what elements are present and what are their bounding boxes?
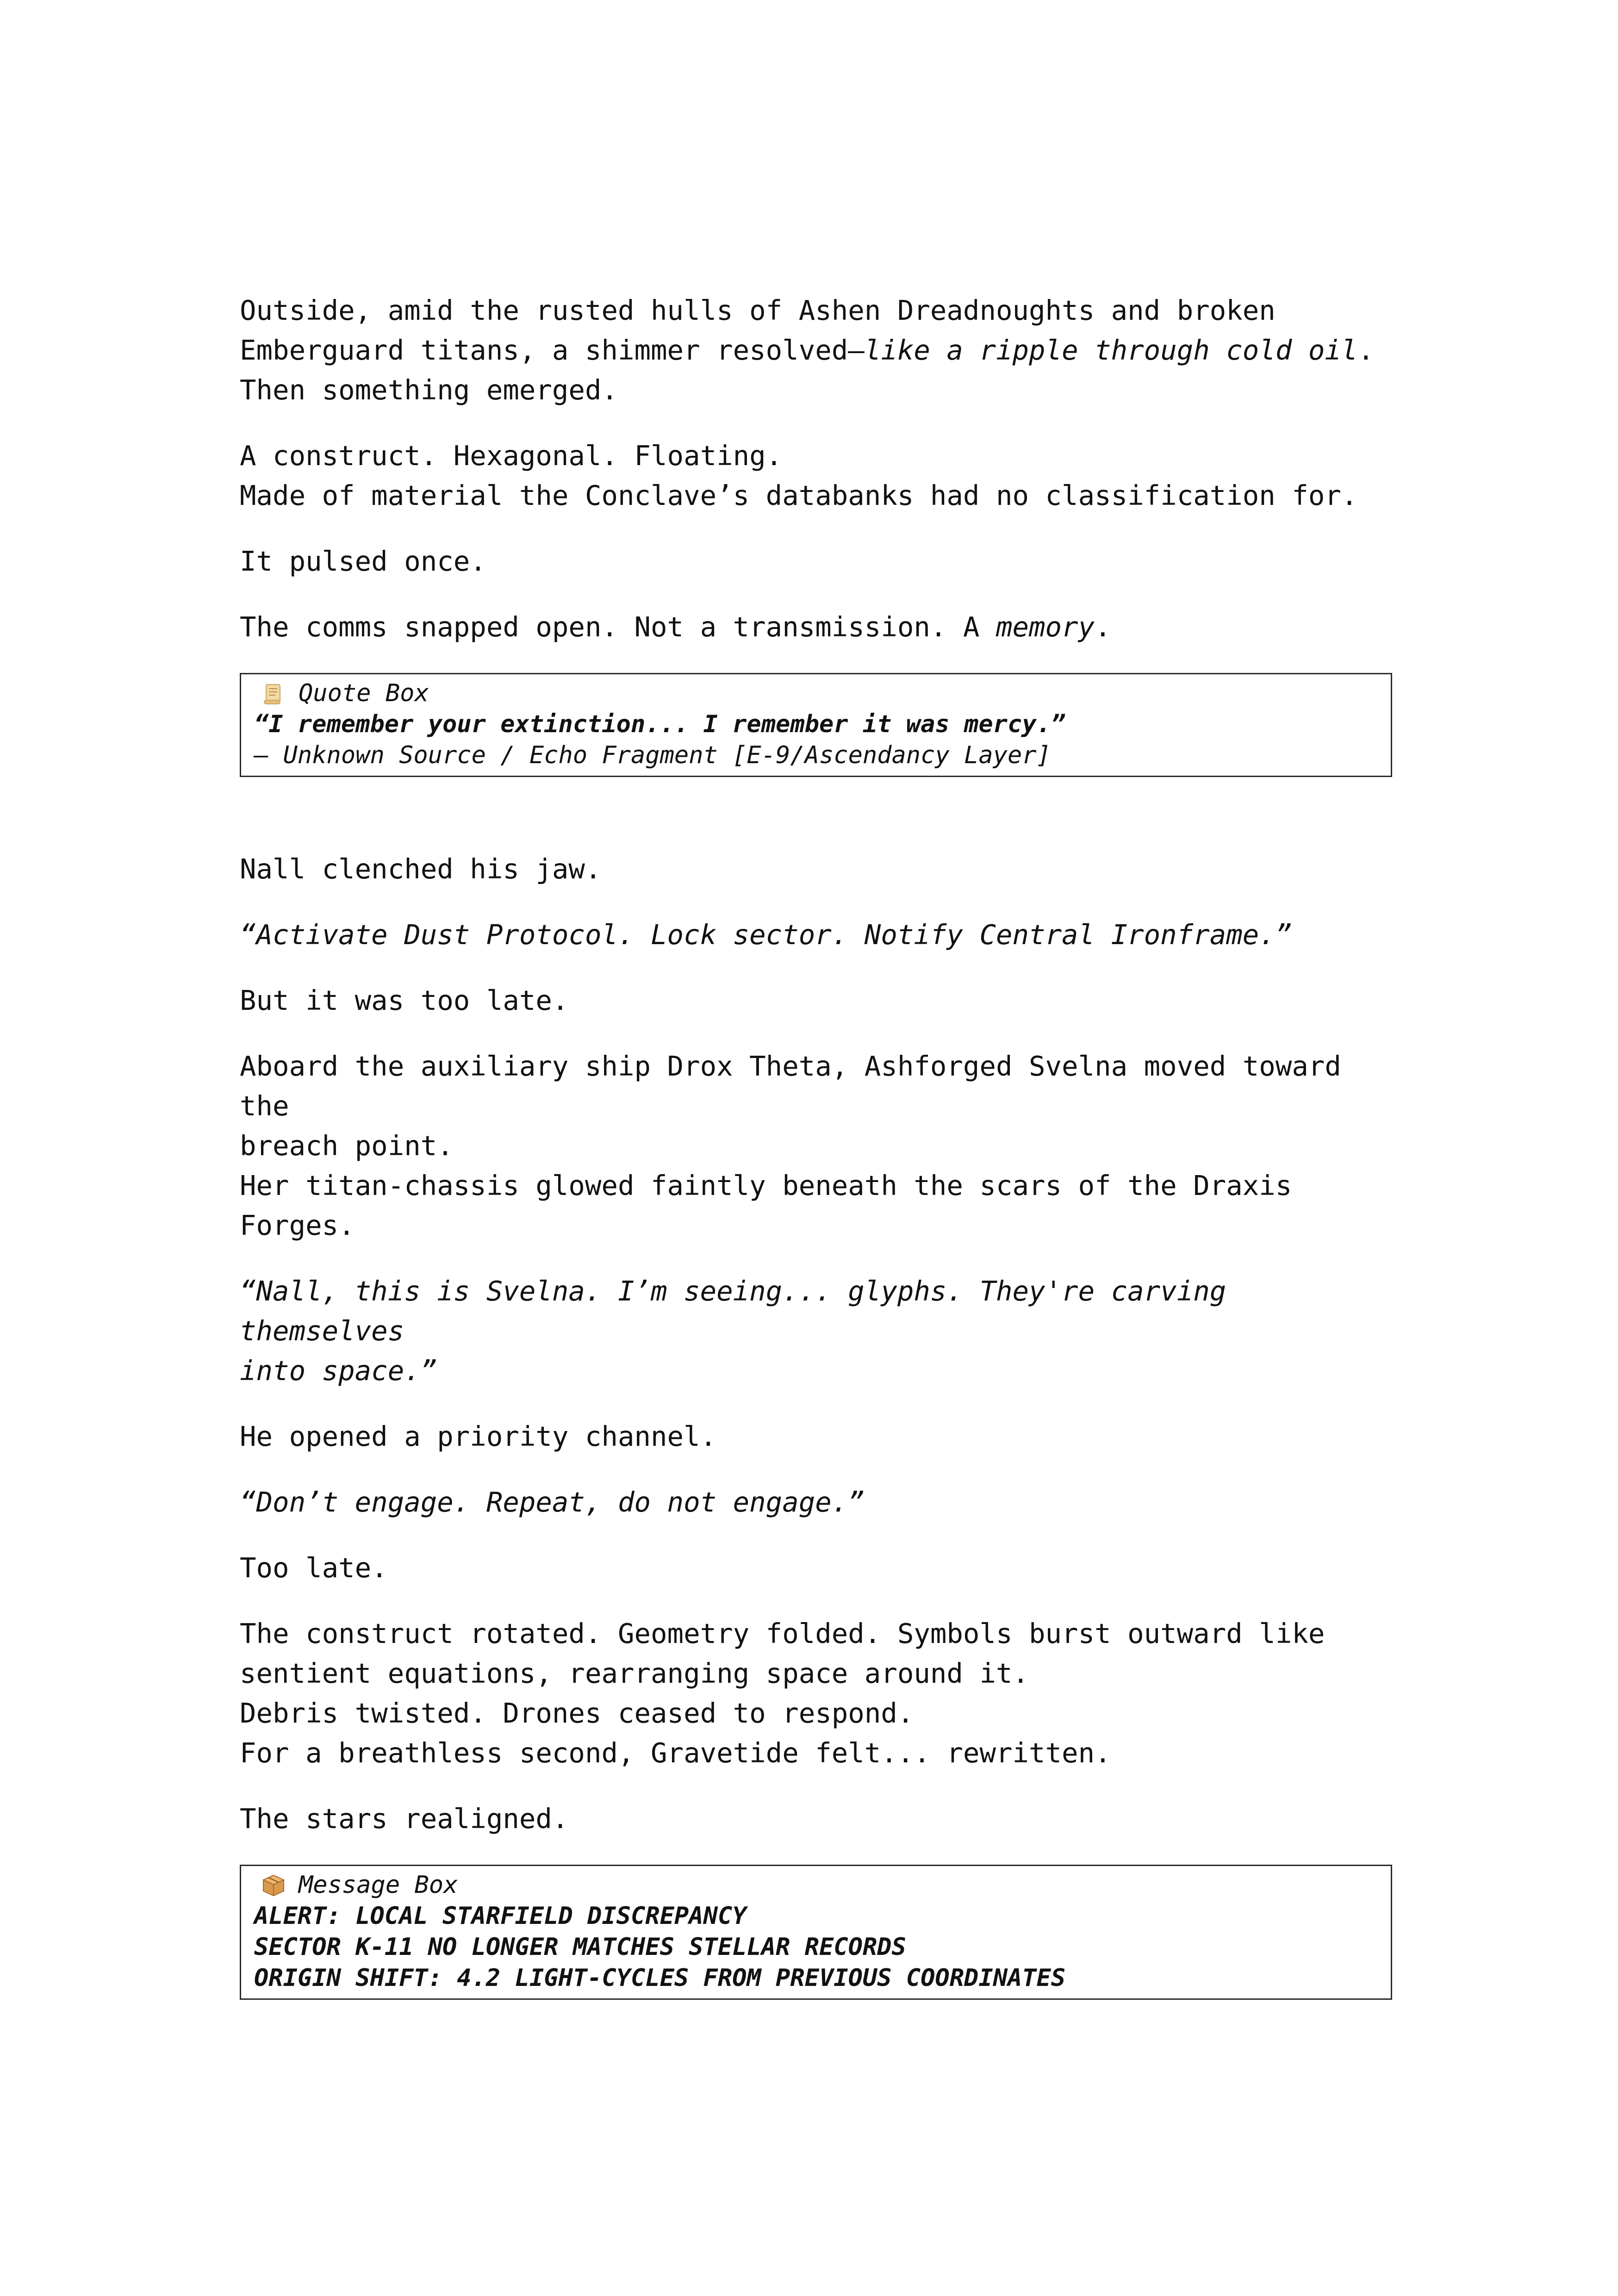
paragraph-2 (240, 436, 1392, 516)
message-box-header (254, 1870, 1378, 1901)
paragraph-line: The construct rotated. Geometry folded. Symbols burst outward like (240, 1618, 1325, 1649)
paragraph-line: But it was too late. (240, 984, 569, 1016)
paragraph-5 (240, 849, 1392, 889)
paragraph-7 (240, 981, 1392, 1020)
paragraph-line: Outside, amid the rusted hulls of Ashen Dreadnoughts and broken (240, 294, 1276, 326)
paragraph-line: Forges. (240, 1209, 355, 1241)
paragraph-line: He opened a priority channel. (240, 1420, 717, 1452)
paragraph-13 (240, 1614, 1392, 1773)
paragraph-line: Then something emerged. (240, 374, 618, 406)
paragraph-line: For a breathless second, Gravetide felt... rewritten. (240, 1737, 1111, 1769)
message-line: ALERT: LOCAL STARFIELD DISCREPANCY (254, 1902, 747, 1930)
message-box (240, 1865, 1392, 2000)
document-page (240, 291, 1392, 2026)
paragraph-12 (240, 1548, 1392, 1588)
text-run: . (1095, 611, 1111, 643)
italic-run: memory (996, 611, 1095, 643)
paragraph-line: Made of material the Conclave’s databanks had no classification for. (240, 479, 1358, 511)
dialogue-line: into space.” (240, 1355, 437, 1387)
paragraph-11 (240, 1482, 1392, 1522)
paragraph-6 (240, 915, 1392, 955)
quote-source: — Unknown Source / Echo Fragment [E-9/Ascendancy Layer] (254, 741, 1051, 769)
paragraph-line: Too late. (240, 1552, 388, 1584)
paragraph-1 (240, 291, 1392, 410)
message-line: ORIGIN SHIFT: 4.2 LIGHT-CYCLES FROM PREVIOUS COORDINATES (254, 1964, 1066, 1992)
text-run: Emberguard titans, a shimmer resolved— (240, 334, 865, 366)
paragraph-4 (240, 607, 1392, 647)
paragraph-3 (240, 541, 1392, 581)
dialogue-line: “Activate Dust Protocol. Lock sector. Notify Central Ironframe.” (240, 919, 1292, 951)
message-line: SECTOR K-11 NO LONGER MATCHES STELLAR RECORDS (254, 1933, 906, 1961)
quote-box (240, 673, 1392, 777)
paragraph-line: It pulsed once. (240, 545, 486, 577)
paragraph-line (240, 330, 1392, 370)
paragraph-line: Nall clenched his jaw. (240, 853, 602, 885)
paragraph-10 (240, 1417, 1392, 1456)
section-spacer (240, 803, 1392, 849)
paragraph-9 (240, 1271, 1392, 1391)
dialogue-line: “Don’t engage. Repeat, do not engage.” (240, 1486, 865, 1518)
italic-run: like a ripple through cold oil (864, 334, 1358, 366)
quote-box-title: Quote Box (299, 679, 429, 707)
dialogue-line: “Nall, this is Svelna. I’m seeing... glyphs. They're carving themselves (240, 1275, 1243, 1347)
paragraph-8 (240, 1046, 1392, 1245)
text-run: The comms snapped open. Not a transmission. A (240, 611, 996, 643)
quote-text: “I remember your extinction... I remember it was mercy.” (254, 710, 1066, 738)
paragraph-line (240, 607, 1392, 647)
paragraph-line: Her titan-chassis glowed faintly beneath the scars of the Draxis (240, 1170, 1292, 1201)
scroll-icon (261, 682, 286, 706)
quote-box-header (254, 678, 1378, 709)
paragraph-line: A construct. Hexagonal. Floating. (240, 440, 783, 472)
package-icon (261, 1873, 286, 1898)
paragraph-line: breach point. (240, 1130, 454, 1162)
paragraph-line: The stars realigned. (240, 1803, 569, 1835)
paragraph-line: Aboard the auxiliary ship Drox Theta, Ashforged Svelna moved toward the (240, 1050, 1358, 1122)
text-run: . (1357, 334, 1374, 366)
paragraph-14 (240, 1799, 1392, 1839)
paragraph-line: sentient equations, rearranging space around it. (240, 1657, 1029, 1689)
message-box-title: Message Box (299, 1871, 458, 1899)
paragraph-line: Debris twisted. Drones ceased to respond. (240, 1697, 914, 1729)
